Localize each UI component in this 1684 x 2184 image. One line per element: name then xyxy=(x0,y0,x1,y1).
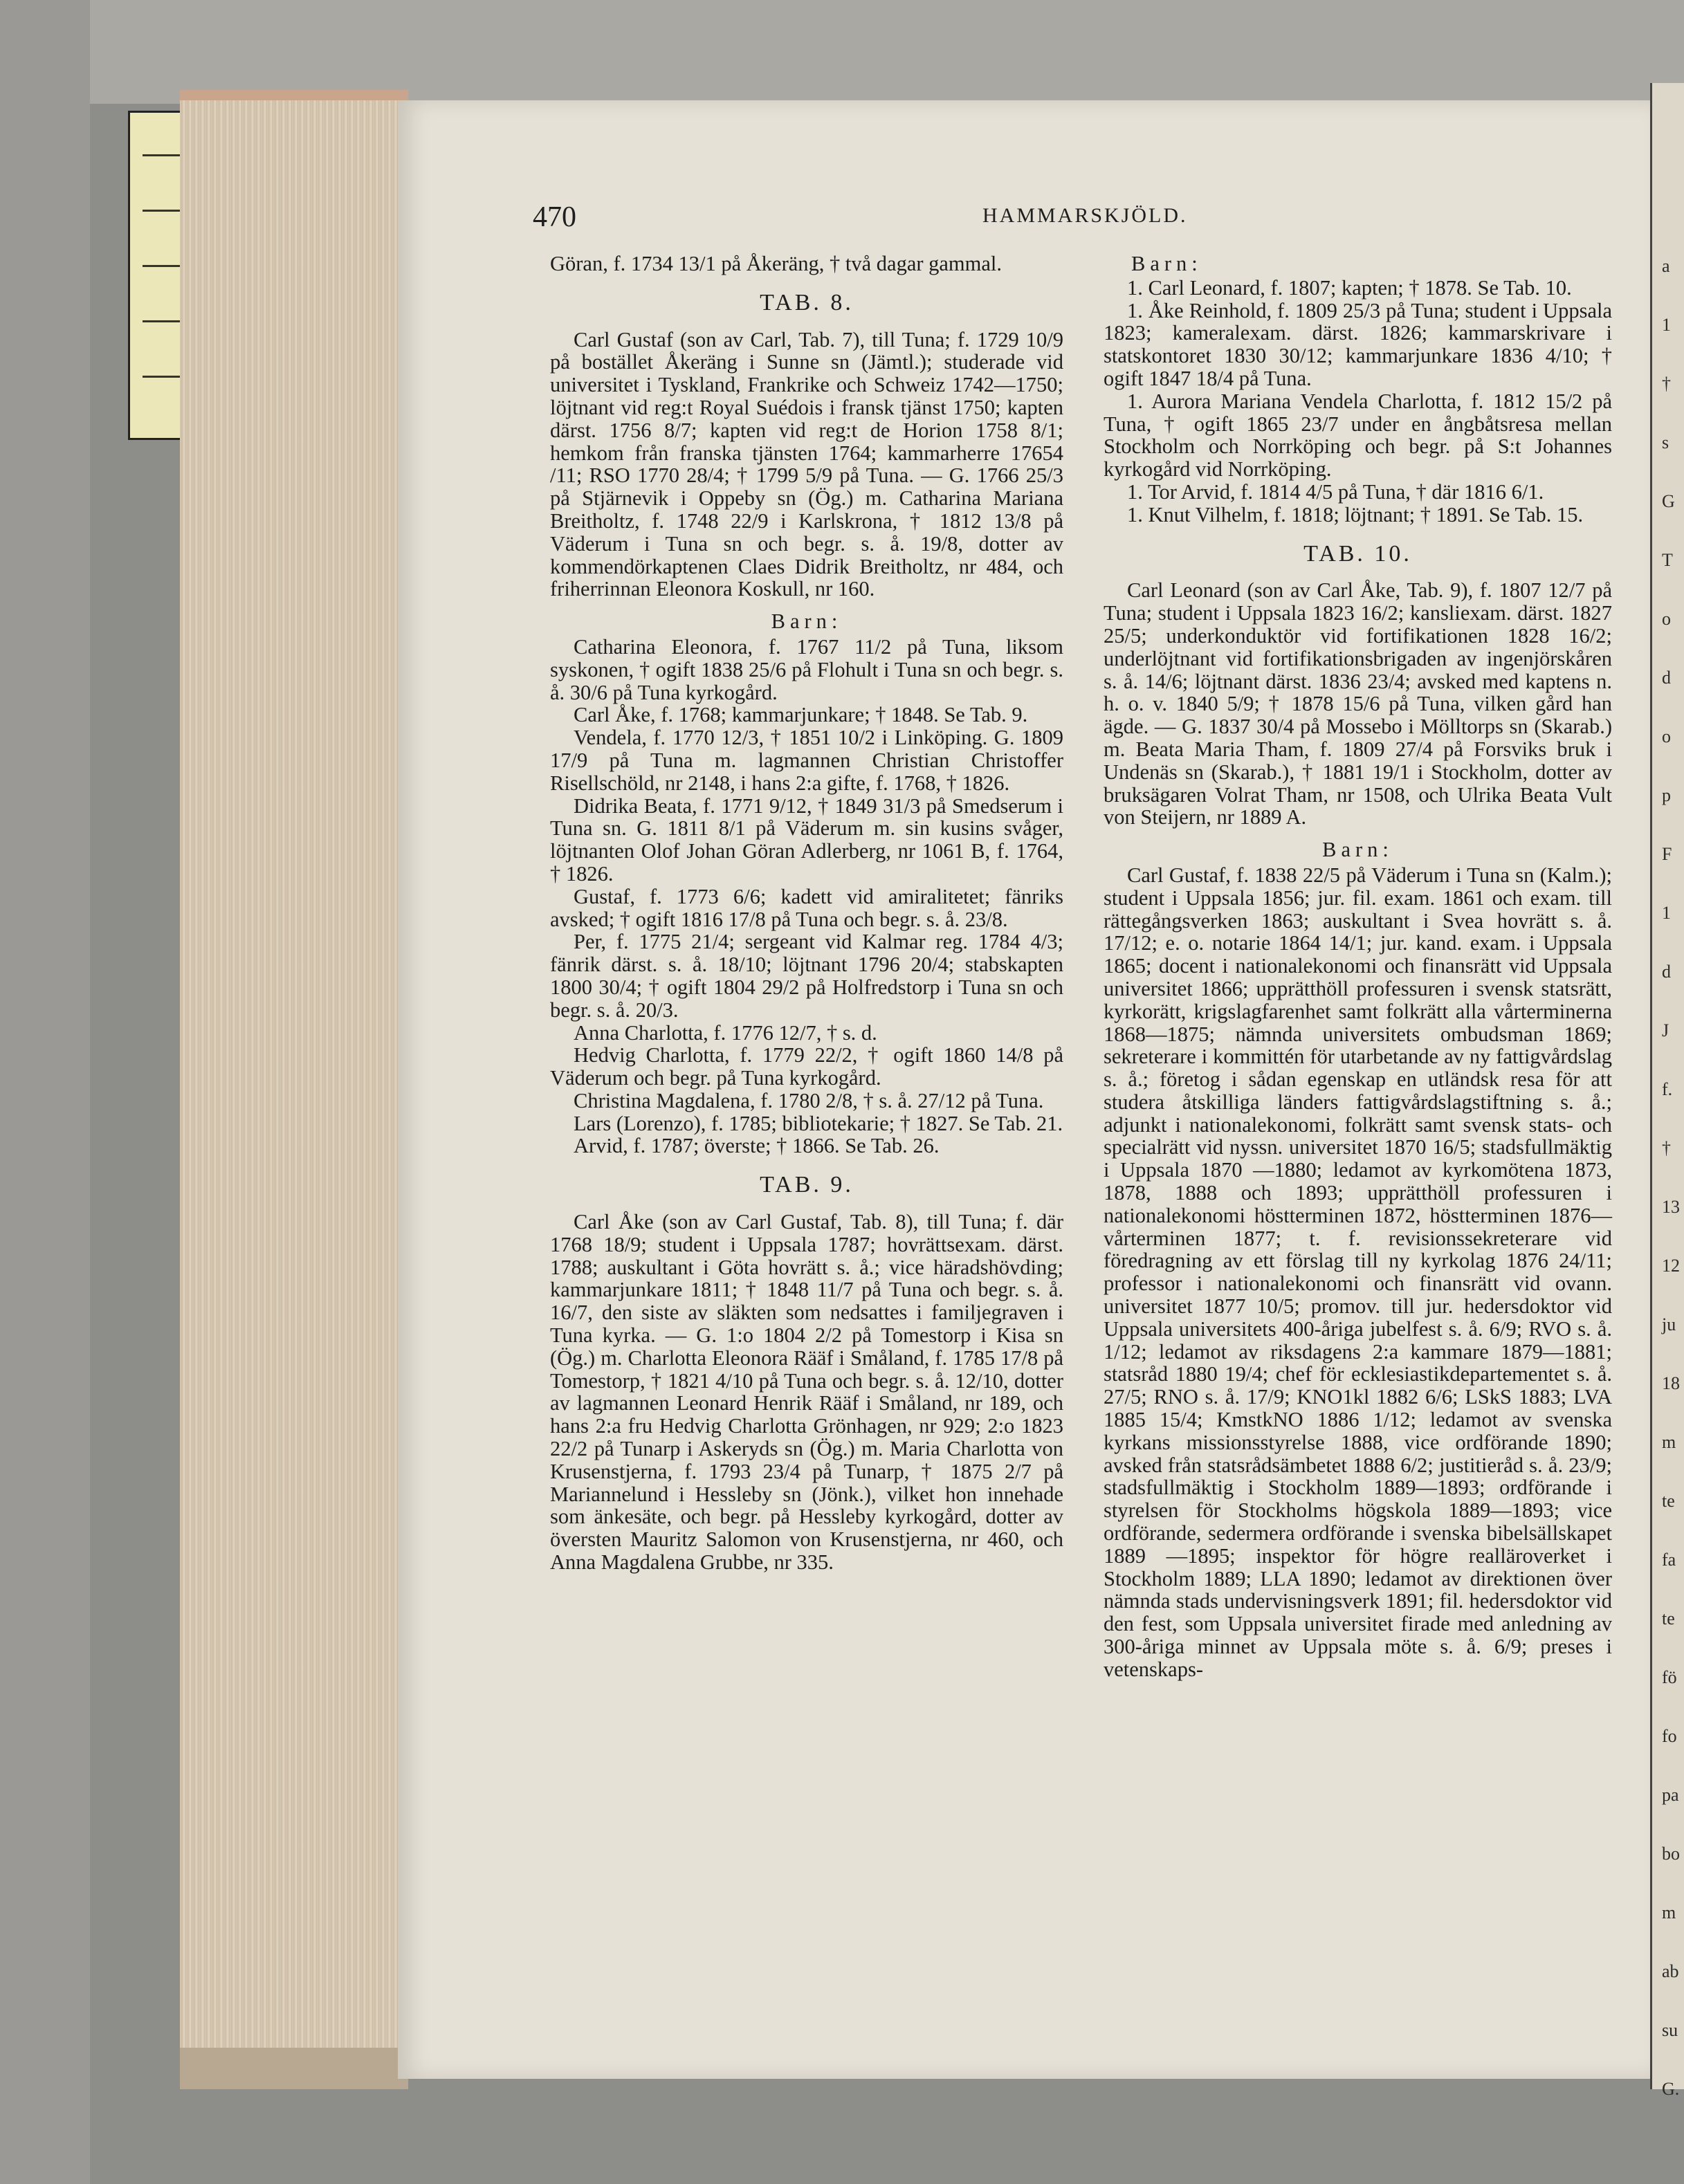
page-number: 470 xyxy=(533,201,576,233)
facing-page-fragment: 18 xyxy=(1662,1373,1680,1393)
facing-page-fragment: ab xyxy=(1662,1961,1679,1981)
facing-page-fragment: 12 xyxy=(1662,1256,1680,1276)
facing-page-fragment: m xyxy=(1662,1432,1676,1452)
entry-paragraph: Carl Åke, f. 1768; kammarjunkare; † 1848. Se Tab. 9. xyxy=(574,703,1028,727)
facing-page-fragment: te xyxy=(1662,1608,1675,1628)
facing-page-fragment: fö xyxy=(1662,1667,1677,1687)
facing-page-fragment: a xyxy=(1662,256,1670,276)
facing-page-fragment: te xyxy=(1662,1491,1675,1511)
entry-paragraph: Anna Charlotta, f. 1776 12/7, † s. d. xyxy=(574,1020,877,1045)
facing-page-fragment: 1 xyxy=(1662,315,1671,335)
facing-page-fragment: 13 xyxy=(1662,1197,1680,1217)
facing-page-fragment: J xyxy=(1662,1020,1669,1040)
entry-paragraph: Catharina Eleonora, f. 1767 11/2 på Tuna, liksom syskonen, † ogift 1838 25/6 på Flohult i Tuna sn och begr. s. å. 30/6 på Tuna kyrkogård. xyxy=(550,634,1063,704)
entry-paragraph: 1. Carl Leonard, f. 1807; kapten; † 1878. Se Tab. 10. xyxy=(1127,275,1572,300)
children-heading: Barn: xyxy=(1322,838,1393,862)
facing-page-fragment: T xyxy=(1662,550,1673,570)
entry-paragraph: Göran, f. 1734 13/1 på Åkeräng, † två dagar gammal. xyxy=(550,252,1003,275)
facing-page-fragment: p xyxy=(1662,785,1671,805)
facing-page-fragment: s xyxy=(1662,432,1669,452)
page-edges-bottom xyxy=(180,2048,408,2089)
facing-page-fragment: d xyxy=(1662,668,1671,688)
scanner-backdrop-left xyxy=(0,0,90,2184)
facing-page-fragment: ju xyxy=(1662,1314,1676,1334)
entry-paragraph: Carl Gustaf (son av Carl, Tab. 7), till Tuna; f. 1729 10/9 på bostället Åkeräng i Sunne sn (Jämtl.); studerade vid universitet i Tyskland, Frankrike och Schweiz 1742—1750; löjtnant vid reg:t Royal Suédois i fransk tjänst 1750; kapten därst. 1756 8/7; kapten vid reg:t de Horion 1758 8/1; hemkom från franska tjänsten 1764; kammarherre 17654 /11; RSO 1770 28/4; † 1799 5/9 på Tuna. — G. 1766 25/3 på Stjärnevik i Oppeby sn (Ög.) m. Catharina Mariana Breitholtz, f. 1748 22/9 i Karlskrona, † 1812 13/8 på Väderum i Tuna sn och begr. s. å. 19/8, dotter av kommendörkaptenen Claes Didrik Breitholtz, nr 484, och friherrinnan Eleonora Koskull, nr 160. xyxy=(550,327,1063,601)
children-heading: Barn: xyxy=(771,609,843,634)
entry-paragraph: 1. Tor Arvid, f. 1814 4/5 på Tuna, † där 1816 6/1. xyxy=(1127,479,1544,504)
entry-paragraph: Lars (Lorenzo), f. 1785; bibliotekarie; † 1827. Se Tab. 21. xyxy=(574,1111,1063,1135)
entry-paragraph: Carl Gustaf, f. 1838 22/5 på Väderum i Tuna sn (Kalm.); student i Uppsala 1856; jur. fil. exam. 1861 och exam. till rättegångsverken 1863; auskultant i Svea hovrätt s. å. 17/12; e. o. notarie 1864 14/1; jur. kand. exam. i Uppsala 1865; docent i nationalekonomi och finansrätt vid Uppsala universitet 1866; upprätthöll professuren i svensk statsrätt, kyrkorätt, krigslagfarenhet samt folkrätt alla vårterminerna 1868—1875; nämnda universitets ombudsman 1869; sekreterare i kommittén för utarbetande av ny fattigvårdslag s. å.; företog i sådan egenskap en utländsk resa för att studera åtskilliga länders fattigvårdslagstiftning s. å.; adjunkt i nationalekonomi, folkrätt samt svensk stats- och specialrätt vid nyssn. universitet 1870 16/5; stadsfullmäktig i Uppsala 1870 —1880; ledamot av kyrkomötena 1873, 1878, 1888 och 1893; upprätthöll professuren i nationalekonomi höstterminen 1872, höstterminen 1876—vårterminen 1877; t. f. revisionssekreterare vid föredragning av ett förslag till ny kyrkolag 1876 24/11; professor i nationalekonomi och finansrätt vid ovann. universitet 1877 10/5; promov. till jur. hedersdoktor vid Uppsala universitets 400-åriga jubelfest s. å. 6/9; RVO s. å. 1/12; ledamot av riksdagens 2:a kammare 1879—1881; statsråd 1880 19/4; chef för ecklesiastikdepartementet s. å. 27/5; RNO s. å. 17/9; KNO1kl 1882 6/6; LSkS 1883; LVA 1885 15/4; KmstkNO 1886 1/12; ledamot av svenska kyrkans missionsstyrelse 1888, vice ordförande 1890; avsked från statsrådsämbetet 1888 6/2; justitieråd s. å. 23/9; stadsfullmäktig i Stockholm 1889—1893; ordförande i styrelsen för Stockholms högskola 1889—1893; vice ordförande, sedermera ordförande i svenska bibelsällskapet 1889 —1895; inspektor för högre realläroverket i Stockholm 1889; LLA 1890; ledamot av direktionen över nämnda stads undervisningsverk 1891; fil. hedersdoktor vid den fest, som Uppsala universitet firade med anledning av 300-åriga minnet av Uppsala möte s. å. 6/9; preses i vetenskaps- xyxy=(1104,863,1612,1681)
facing-page-fragment: 1 xyxy=(1662,903,1671,923)
facing-page-fragment: su xyxy=(1662,2020,1678,2040)
entry-paragraph: Vendela, f. 1770 12/3, † 1851 10/2 i Linköping. G. 1809 17/9 på Tuna m. lagmannen Christian Christoffer Risellschöld, nr 2148, i hans 2:a gifte, f. 1768, † 1826. xyxy=(550,726,1063,795)
children-heading: Barn: xyxy=(1131,252,1202,275)
page-edges xyxy=(180,100,408,2072)
facing-page-fragment: fo xyxy=(1662,1726,1677,1746)
facing-page-fragment: m xyxy=(1662,1902,1676,1923)
entry-paragraph: Gustaf, f. 1773 6/6; kadett vid amiralitetet; fänriks avsked; † ogift 1816 17/8 på Tuna och begr. s. å. 23/8. xyxy=(550,884,1063,931)
facing-page-fragment: † xyxy=(1662,1138,1671,1158)
scanner-backdrop-top xyxy=(0,0,1684,104)
entry-paragraph: 1. Aurora Mariana Vendela Charlotta, f. 1812 15/2 på Tuna, † ogift 1865 23/7 under en ångbåtsresa mellan Stockholm och Norrköping och begr. på S:t Johannes kyrkogård vid Norrköping. xyxy=(1104,389,1612,481)
facing-page-fragment: G xyxy=(1662,491,1675,511)
facing-page-fragment: † xyxy=(1662,374,1671,394)
entry-paragraph: 1. Knut Vilhelm, f. 1818; löjtnant; † 1891. Se Tab. 15. xyxy=(1127,502,1584,526)
facing-page-fragment: o xyxy=(1662,726,1671,746)
entry-paragraph: Christina Magdalena, f. 1780 2/8, † s. å. 27/12 på Tuna. xyxy=(574,1088,1044,1112)
facing-page-fragment: f. xyxy=(1662,1079,1673,1099)
entry-paragraph: Carl Åke (son av Carl Gustaf, Tab. 8), till Tuna; f. där 1768 18/9; student i Uppsala 1787; hovrättsexam. därst. 1788; auskultant i Göta hovrätt s. å.; vice häradshövding; kammarjunkare 1811; † 1848 11/7 på Tuna och begr. s. å. 16/7, den siste av släkten som nedsattes i familjegraven i Tuna kyrka. — G. 1:o 1804 2/2 på Tomestorp i Kisa sn (Ög.) m. Charlotta Eleonora Rääf i Småland, f. 1785 17/8 på Tomestorp, † 1821 4/10 på Tuna och begr. s. å. 12/10, dotter av lagmannen Leonard Henrik Rääf i Småland, nr 189, och hans 2:a fru Hedvig Charlotta Grönhagen, nr 929; 2:o 1823 22/2 på Tunarp i Askeryds sn (Ög.) m. Maria Charlotta von Krusenstjerna, f. 1793 23/4 på Tunarp, † 1875 2/7 på Mariannelund i Hessleby sn (Jönk.), vilket hon innehade som änkesäte, och begr. på Hessleby kyrkogård, dotter av översten Mauritz Salomon von Krusenstjerna, nr 460, och Anna Magdalena Grubbe, nr 335. xyxy=(550,1210,1063,1575)
facing-page-fragment: bo xyxy=(1662,1844,1680,1864)
right-column xyxy=(1104,253,1612,1681)
table-heading: TAB. 10. xyxy=(1303,540,1412,567)
table-heading: TAB. 8. xyxy=(760,289,854,315)
running-head: HAMMARSKJÖLD. xyxy=(982,204,1188,227)
entry-paragraph: Per, f. 1775 21/4; sergeant vid Kalmar reg. 1784 4/3; fänrik därst. s. å. 18/10; löjtnant 1796 20/4; stabskapten 1800 30/4; † ogift 1804 29/2 på Holfredstorp i Tuna sn och begr. s. å. 20/3. xyxy=(550,930,1063,1022)
facing-page-fragment: F xyxy=(1662,844,1672,864)
facing-page-fragment: d xyxy=(1662,962,1671,982)
left-column xyxy=(550,253,1063,1574)
entry-paragraph: Didrika Beata, f. 1771 9/12, † 1849 31/3 på Smedserum i Tuna sn. G. 1811 8/1 på Väderum m. sin kusins svåger, löjtnanten Olof Johan Göran Adlerberg, nr 1061 B, f. 1764, † 1826. xyxy=(550,793,1063,885)
entry-paragraph: Arvid, f. 1787; överste; † 1866. Se Tab. 26. xyxy=(574,1134,940,1158)
entry-paragraph: 1. Åke Reinhold, f. 1809 25/3 på Tuna; student i Uppsala 1823; kameralexam. därst. 1826; kammarskrivare i statskontoret 1830 30/12; kammarjunkare 1836 4/10; † ogift 1847 18/4 på Tuna. xyxy=(1104,298,1612,390)
table-heading: TAB. 9. xyxy=(760,1172,854,1198)
entry-paragraph: Carl Leonard (son av Carl Åke, Tab. 9), f. 1807 12/7 på Tuna; student i Uppsala 1823 16/2; kansliexam. därst. 1827 25/5; underkonduktör vid fortifikationen 1828 16/2; underlöjtnant vid fortifikationsbrigaden av ingenjörskåren s. å. 14/6; löjtnant därst. 1836 23/4; avsked med kaptens n. h. o. v. 1840 5/9; † 1878 15/6 på Tuna, vilken gård han ägde. — G. 1837 30/4 på Mossebo i Mölltorps sn (Skarab.) m. Beata Maria Tham, f. 1809 27/4 på Forsviks bruk i Undenäs sn (Skarab.), † 1881 19/1 i Stockholm, dotter av bruksägaren Volrat Tham, nr 1508, och Ulrika Beata Vult von Steijern, nr 1889 A. xyxy=(1104,578,1612,829)
facing-page-fragment: pa xyxy=(1662,1785,1679,1805)
facing-page-fragment: fa xyxy=(1662,1550,1676,1570)
entry-paragraph: Hedvig Charlotta, f. 1779 22/2, † ogift 1860 14/8 på Väderum och begr. på Tuna kyrkogård. xyxy=(550,1043,1063,1090)
facing-page-fragment: G. xyxy=(1662,2079,1680,2099)
facing-page-fragment: o xyxy=(1662,609,1671,629)
facing-page-edge xyxy=(1650,83,1684,2099)
